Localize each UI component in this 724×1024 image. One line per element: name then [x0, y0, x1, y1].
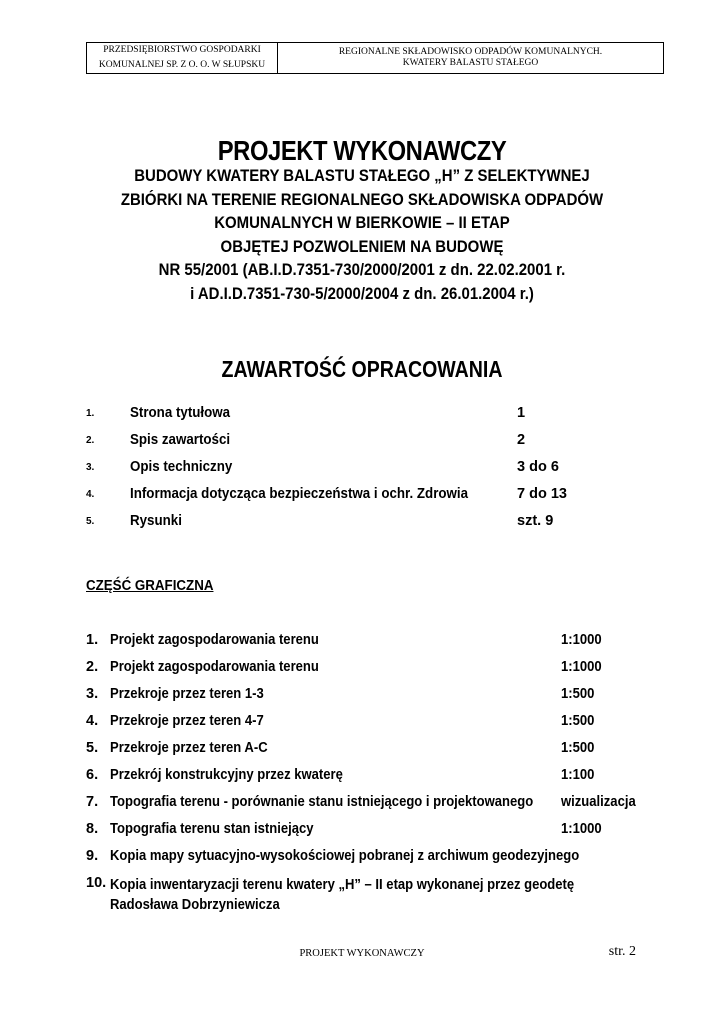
document-title: PROJEKT WYKONAWCZY	[217, 135, 507, 166]
page-number: str. 2	[608, 944, 636, 959]
item-scale: wizualizacja	[561, 794, 636, 810]
item-number: 2.	[86, 435, 95, 446]
item-label-line: Kopia inwentaryzacji terenu kwatery „H” – II etap wykonanej przez geodetę	[110, 877, 575, 893]
graphic-list	[86, 632, 646, 923]
list-item	[86, 432, 646, 459]
item-number: 1.	[86, 632, 99, 648]
item-number: 3.	[86, 686, 99, 702]
list-item	[86, 821, 646, 848]
list-item	[86, 405, 646, 432]
item-page: 1	[517, 405, 526, 421]
header-project-line1: REGIONALNE SKŁADOWISKO ODPADÓW KOMUNALNYCH.	[338, 47, 603, 57]
item-page: 2	[517, 432, 526, 448]
header-project	[278, 43, 663, 73]
item-label: Opis techniczny	[130, 459, 233, 475]
subtitle-line: i AD.I.D.7351-730-5/2000/2004 z dn. 26.01.2004 r.)	[190, 283, 534, 303]
subtitle-line: OBJĘTEJ POZWOLENIEM NA BUDOWĘ	[220, 236, 504, 256]
item-label: Przekroje przez teren 4-7	[110, 713, 264, 729]
item-scale: 1:100	[561, 767, 595, 783]
header-company	[87, 43, 278, 73]
item-number: 4.	[86, 713, 99, 729]
item-label: Projekt zagospodarowania terenu	[110, 659, 319, 675]
document-subtitle	[0, 164, 724, 305]
header-company-line2: KOMUNALNEJ SP. Z O. O. W SŁUPSKU	[98, 60, 266, 70]
item-number: 6.	[86, 767, 99, 783]
subtitle-line: BUDOWY KWATERY BALASTU STAŁEGO „H” Z SELEKTYWNEJ	[134, 166, 590, 185]
item-label: Rysunki	[130, 513, 182, 529]
page-header	[86, 42, 664, 74]
item-number: 8.	[86, 821, 99, 837]
item-label: Spis zawartości	[130, 432, 231, 448]
item-page: 3 do 6	[517, 459, 559, 475]
list-item	[86, 794, 646, 821]
item-number: 4.	[86, 489, 95, 500]
item-label: Przekrój konstrukcyjny przez kwaterę	[110, 767, 343, 783]
item-number: 2.	[86, 659, 99, 675]
list-item	[86, 632, 646, 659]
item-number: 10.	[86, 875, 107, 891]
graphic-section-heading: CZĘŚĆ GRAFICZNA	[86, 578, 214, 594]
list-item	[86, 713, 646, 740]
footer-title: PROJEKT WYKONAWCZY	[299, 948, 425, 959]
subtitle-line: ZBIÓRKI NA TERENIE REGIONALNEGO SKŁADOWISKA ODPADÓW	[120, 189, 604, 209]
item-number: 3.	[86, 462, 95, 473]
item-scale: 1:500	[561, 686, 595, 702]
header-company-line1: PRZEDSIĘBIORSTWO GOSPODARKI	[103, 45, 261, 55]
item-label: Kopia mapy sytuacyjno-wysokościowej pobranej z archiwum geodezyjnego	[110, 848, 580, 864]
item-scale: 1:500	[561, 713, 595, 729]
list-item	[86, 875, 646, 923]
item-number: 7.	[86, 794, 99, 810]
item-number: 5.	[86, 740, 99, 756]
list-item	[86, 767, 646, 794]
list-item	[86, 486, 646, 513]
item-label-line: Radosława Dobrzyniewicza	[110, 897, 280, 913]
contents-list	[86, 405, 646, 540]
item-page: szt. 9	[517, 513, 554, 529]
item-page: 7 do 13	[517, 486, 567, 502]
item-label	[110, 875, 574, 915]
list-item	[86, 459, 646, 486]
list-item	[86, 848, 646, 875]
item-label: Topografia terenu - porównanie stanu istniejącego i projektowanego	[110, 794, 534, 810]
header-project-line2: KWATERY BALASTU STAŁEGO	[402, 58, 539, 68]
item-number: 9.	[86, 848, 99, 864]
item-scale: 1:1000	[561, 659, 602, 675]
subtitle-line: KOMUNALNYCH W BIERKOWIE – II ETAP	[214, 213, 510, 232]
item-label: Topografia terenu stan istniejący	[110, 821, 314, 837]
item-label: Przekroje przez teren 1-3	[110, 686, 264, 702]
item-number: 5.	[86, 516, 95, 527]
item-label: Projekt zagospodarowania terenu	[110, 632, 319, 648]
item-label: Przekroje przez teren A-C	[110, 740, 268, 756]
item-scale: 1:1000	[561, 632, 602, 648]
list-item	[86, 740, 646, 767]
item-label: Strona tytułowa	[130, 405, 231, 421]
list-item	[86, 513, 646, 540]
contents-title: ZAWARTOŚĆ OPRACOWANIA	[221, 356, 503, 382]
item-scale: 1:1000	[561, 821, 602, 837]
subtitle-line: NR 55/2001 (AB.I.D.7351-730/2000/2001 z dn. 22.02.2001 r.	[158, 260, 566, 279]
item-number: 1.	[86, 408, 95, 419]
list-item	[86, 686, 646, 713]
list-item	[86, 659, 646, 686]
item-scale: 1:500	[561, 740, 595, 756]
item-label: Informacja dotycząca bezpieczeństwa i ochr. Zdrowia	[130, 486, 469, 502]
